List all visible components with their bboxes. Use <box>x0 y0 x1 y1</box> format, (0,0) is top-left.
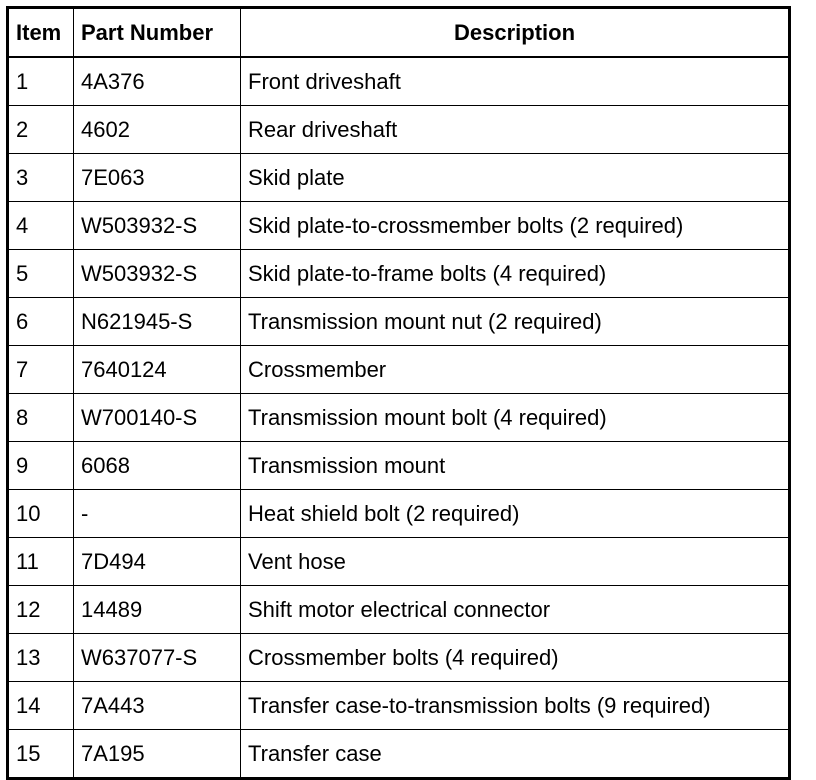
cell-item: 1 <box>8 57 74 106</box>
header-part-number: Part Number <box>74 8 241 58</box>
cell-description: Skid plate <box>241 154 790 202</box>
cell-part-number: W503932-S <box>74 250 241 298</box>
table-row <box>8 394 790 442</box>
cell-item: 2 <box>8 106 74 154</box>
table-row <box>8 298 790 346</box>
cell-item: 9 <box>8 442 74 490</box>
cell-part-number: 6068 <box>74 442 241 490</box>
cell-item: 4 <box>8 202 74 250</box>
cell-item: 14 <box>8 682 74 730</box>
table-row <box>8 682 790 730</box>
cell-part-number: 7640124 <box>74 346 241 394</box>
table-row <box>8 202 790 250</box>
cell-item: 10 <box>8 490 74 538</box>
table-row <box>8 730 790 779</box>
cell-part-number: 7A443 <box>74 682 241 730</box>
table-row <box>8 346 790 394</box>
cell-description: Vent hose <box>241 538 790 586</box>
cell-item: 13 <box>8 634 74 682</box>
cell-part-number: 7D494 <box>74 538 241 586</box>
table-row <box>8 634 790 682</box>
cell-description: Rear driveshaft <box>241 106 790 154</box>
cell-part-number: W503932-S <box>74 202 241 250</box>
cell-part-number: 7E063 <box>74 154 241 202</box>
cell-item: 6 <box>8 298 74 346</box>
cell-description: Skid plate-to-frame bolts (4 required) <box>241 250 790 298</box>
cell-part-number: W637077-S <box>74 634 241 682</box>
parts-table <box>6 6 791 780</box>
cell-part-number: 4A376 <box>74 57 241 106</box>
cell-description: Transmission mount <box>241 442 790 490</box>
table-row <box>8 250 790 298</box>
cell-item: 3 <box>8 154 74 202</box>
cell-description: Heat shield bolt (2 required) <box>241 490 790 538</box>
cell-part-number: 14489 <box>74 586 241 634</box>
cell-part-number: W700140-S <box>74 394 241 442</box>
cell-item: 5 <box>8 250 74 298</box>
table-row <box>8 57 790 106</box>
table-row <box>8 586 790 634</box>
cell-description: Skid plate-to-crossmember bolts (2 required) <box>241 202 790 250</box>
cell-description: Transmission mount nut (2 required) <box>241 298 790 346</box>
table-row <box>8 490 790 538</box>
cell-item: 15 <box>8 730 74 779</box>
table-header-row <box>8 8 790 58</box>
header-description: Description <box>241 8 790 58</box>
table-row <box>8 154 790 202</box>
table-row <box>8 538 790 586</box>
table-row <box>8 442 790 490</box>
cell-part-number: 4602 <box>74 106 241 154</box>
cell-description: Crossmember <box>241 346 790 394</box>
cell-item: 7 <box>8 346 74 394</box>
cell-part-number: - <box>74 490 241 538</box>
table-body <box>8 57 790 779</box>
cell-description: Front driveshaft <box>241 57 790 106</box>
cell-description: Transfer case-to-transmission bolts (9 required) <box>241 682 790 730</box>
table-row <box>8 106 790 154</box>
cell-item: 8 <box>8 394 74 442</box>
cell-part-number: 7A195 <box>74 730 241 779</box>
cell-item: 12 <box>8 586 74 634</box>
cell-item: 11 <box>8 538 74 586</box>
header-item: Item <box>8 8 74 58</box>
cell-description: Shift motor electrical connector <box>241 586 790 634</box>
cell-description: Transfer case <box>241 730 790 779</box>
cell-description: Transmission mount bolt (4 required) <box>241 394 790 442</box>
cell-part-number: N621945-S <box>74 298 241 346</box>
cell-description: Crossmember bolts (4 required) <box>241 634 790 682</box>
